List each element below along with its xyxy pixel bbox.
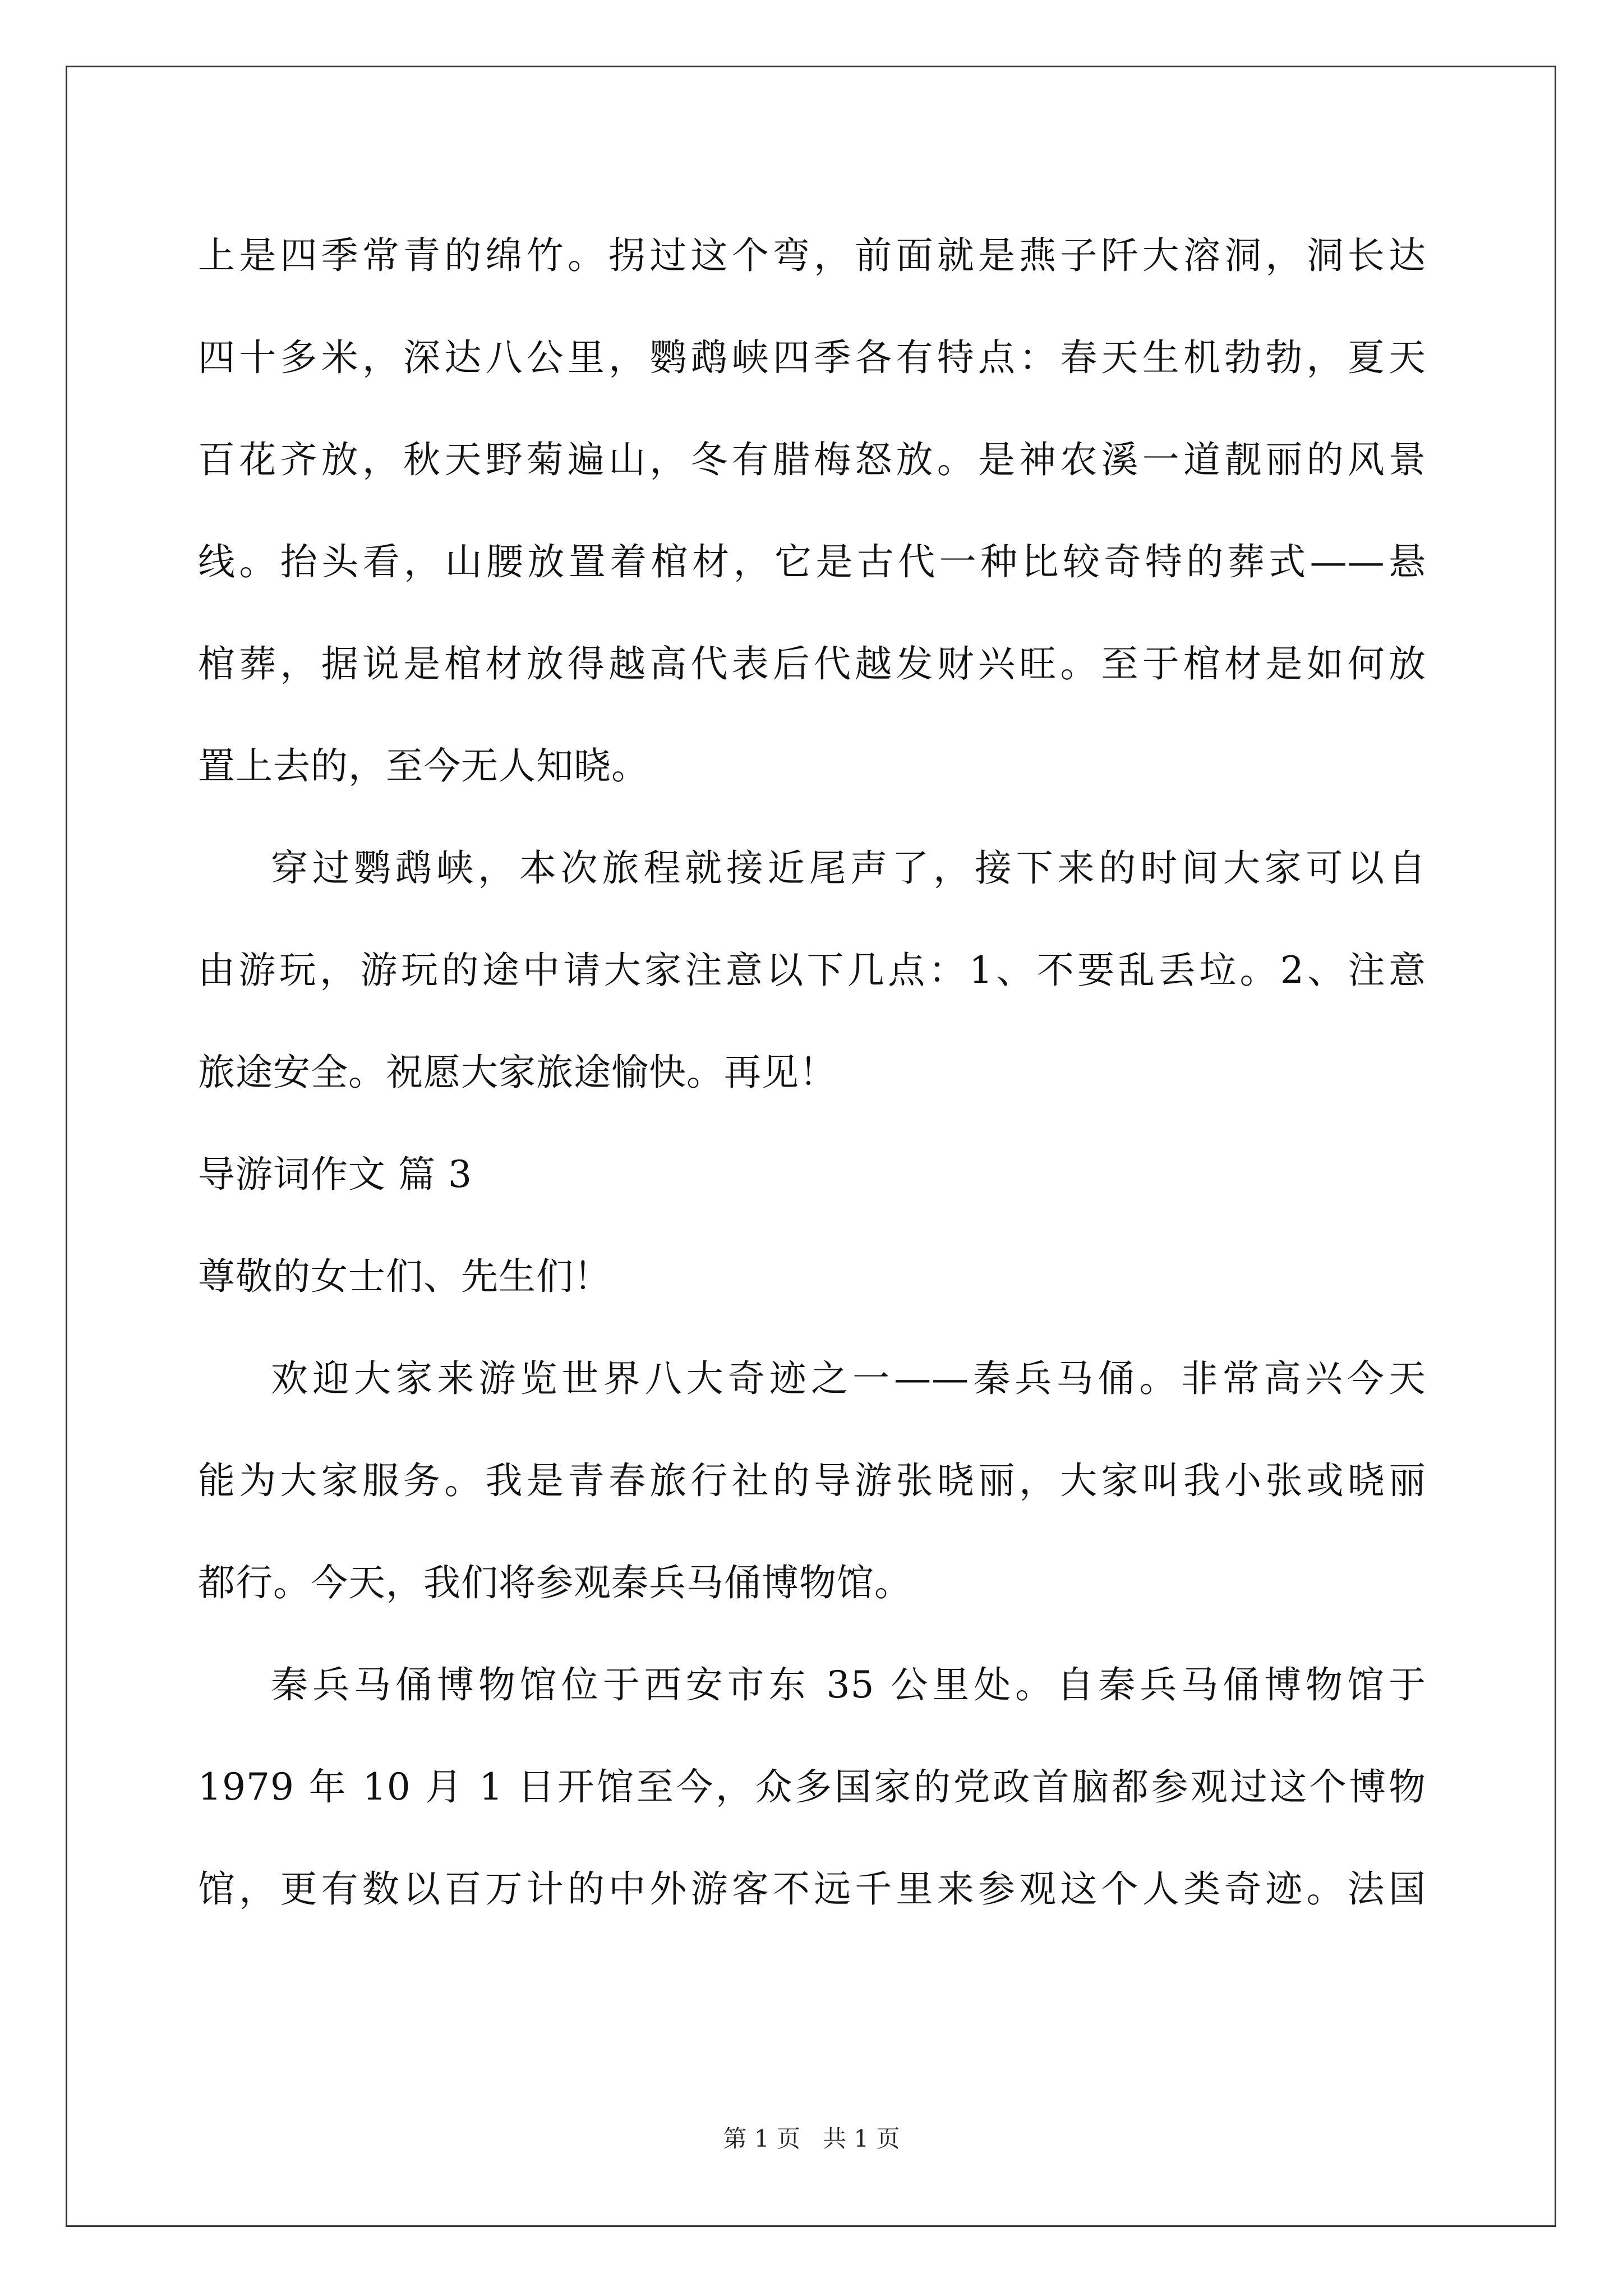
paragraph-first-line: 秦兵马俑博物馆位于西安市东 35 公里处。自秦兵马俑博物馆于 <box>271 1663 1426 1706</box>
text-line: 旅途安全。祝愿大家旅途愉快。再见！ <box>198 1051 837 1094</box>
paragraph-first-line: 穿过鹦鹉峡，本次旅程就接近尾声了，接下来的时间大家可以自 <box>271 846 1426 890</box>
text-line: 馆，更有数以百万计的中外游客不远千里来参观这个人类奇迹。法国 <box>198 1867 1426 1911</box>
text-line: 上是四季常青的绵竹。拐过这个弯，前面就是燕子阡大溶洞，洞长达 <box>198 234 1426 277</box>
salutation: 尊敬的女士们、先生们！ <box>198 1255 611 1298</box>
text-line: 1979 年 10 月 1 日开馆至今，众多国家的党政首脑都参观过这个博物 <box>198 1765 1426 1809</box>
document-body <box>198 205 1426 1940</box>
text-line: 百花齐放，秋天野菊遍山，冬有腊梅怒放。是神农溪一道靓丽的风景 <box>198 438 1426 481</box>
text-line: 四十多米，深达八公里，鹦鹉峡四季各有特点：春天生机勃勃，夏天 <box>198 336 1426 379</box>
page-footer: 第 1 页 共 1 页 <box>723 2125 900 2152</box>
text-line: 能为大家服务。我是青春旅行社的导游张晓丽，大家叫我小张或晓丽 <box>198 1459 1426 1502</box>
text-line: 棺葬，据说是棺材放得越高代表后代越发财兴旺。至于棺材是如何放 <box>198 642 1426 685</box>
paragraph-first-line: 欢迎大家来游览世界八大奇迹之一——秦兵马俑。非常高兴今天 <box>271 1357 1426 1400</box>
text-line: 都行。今天，我们将参观秦兵马俑博物馆。 <box>198 1561 912 1604</box>
text-line: 由游玩，游玩的途中请大家注意以下几点：1、不要乱丢垃。2、注意 <box>198 949 1426 992</box>
section-heading: 导游词作文 篇 3 <box>198 1153 472 1196</box>
text-line: 置上去的，至今无人知晓。 <box>198 744 649 788</box>
text-line: 线。抬头看，山腰放置着棺材，它是古代一种比较奇特的葬式——悬 <box>198 540 1426 583</box>
